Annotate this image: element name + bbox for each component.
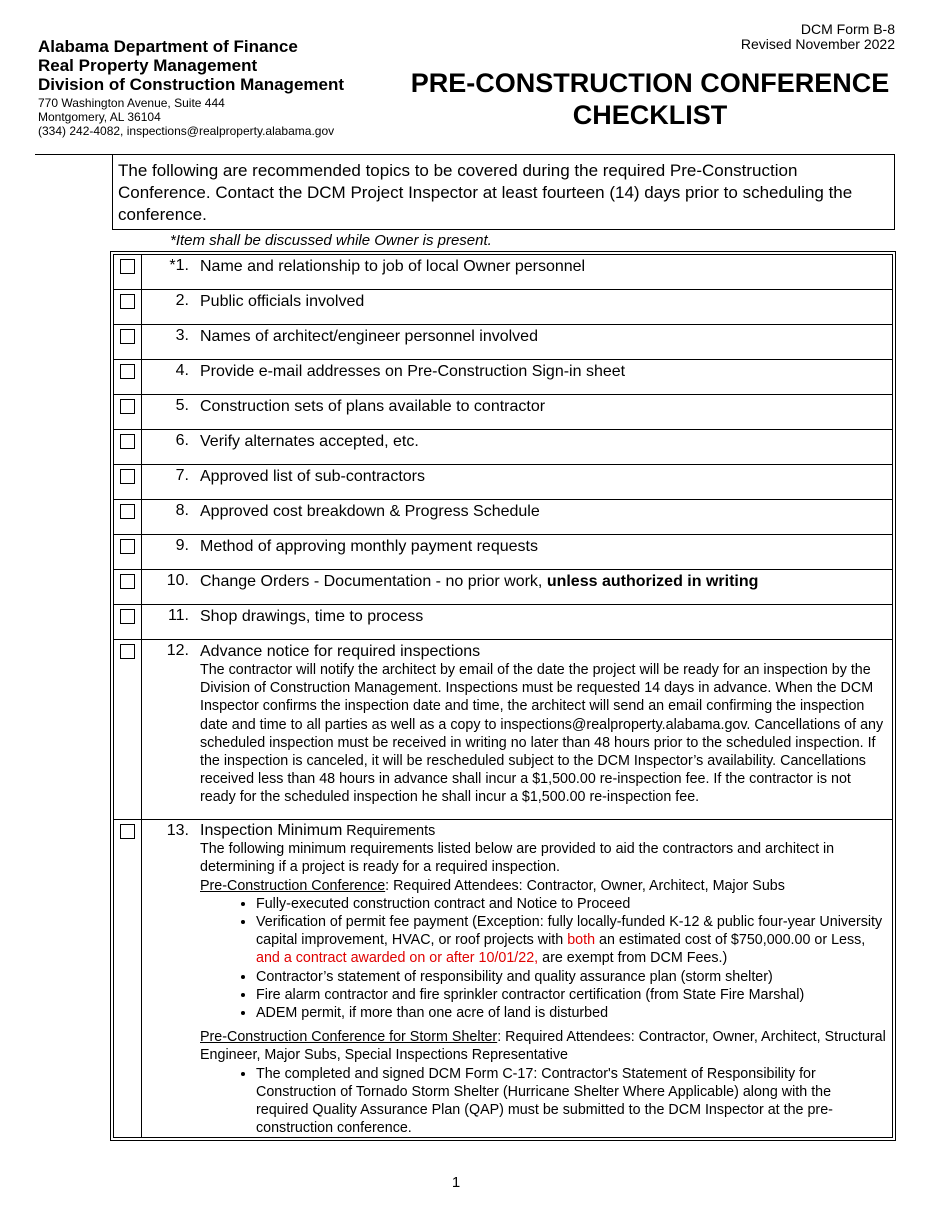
item-number: 2.	[175, 292, 189, 309]
section-1-bullets	[200, 895, 886, 1022]
checklist-row	[114, 570, 892, 605]
page-number: 1	[451, 1174, 461, 1191]
item-11-checkbox[interactable]	[120, 609, 135, 624]
page-title	[395, 67, 905, 131]
item-9-checkbox[interactable]	[120, 539, 135, 554]
item-text: Name and relationship to job of local Owner personnel	[200, 258, 586, 275]
item-12-checkbox[interactable]	[120, 644, 135, 659]
agency-name	[38, 37, 344, 94]
item-5-checkbox[interactable]	[120, 399, 135, 414]
item-3-checkbox[interactable]	[120, 329, 135, 344]
agency-line-1: Alabama Department of Finance	[38, 37, 298, 56]
section-2-attendees: : Required Attendees: Contractor, Owner, Architect, Structural Engineer, Major Subs, Special Inspections Representative	[200, 1029, 886, 1064]
item-1-checkbox[interactable]	[120, 259, 135, 274]
item-13-content	[200, 821, 886, 1137]
section-1-label: Pre-Construction Conference	[200, 877, 386, 894]
agency-line-3: Division of Construction Management	[38, 75, 345, 94]
item-number: 10.	[166, 572, 189, 589]
list-item: • Fully-executed construction contract and Notice to Proceed	[256, 895, 886, 913]
checklist-row-item-13	[114, 820, 892, 1139]
section-2-label: Pre-Construction Conference for Storm Shelter	[200, 1029, 498, 1046]
item-text: Public officials involved	[200, 293, 365, 310]
item-number: 3.	[175, 327, 189, 344]
item-text: Shop drawings, time to process	[200, 608, 424, 625]
checklist-row	[114, 395, 892, 430]
checklist-row	[114, 360, 892, 395]
checklist-row	[114, 535, 892, 570]
item-13-title-b: Requirements	[342, 823, 436, 839]
checklist-row	[114, 430, 892, 465]
item-text: Verify alternates accepted, etc.	[200, 433, 419, 450]
item-number: 9.	[175, 537, 189, 554]
checklist-row	[114, 605, 892, 640]
title-line-2: CHECKLIST	[572, 100, 728, 130]
item-number: 6.	[175, 432, 189, 449]
form-number: DCM Form B-8	[800, 21, 895, 37]
item-7-checkbox[interactable]	[120, 469, 135, 484]
item-number: 4.	[175, 362, 189, 379]
bullet-2-text-b: an estimated cost of $750,000.00 or Less,	[595, 932, 866, 949]
checklist-row-item-12	[114, 640, 892, 820]
bullet-2-text: Verification of permit fee payment (Exception: fully locally-funded K-12 & public four-year University capital improvement, HVAC, or roof projects with	[256, 914, 883, 949]
list-item: • ADEM permit, if more than one acre of land is disturbed	[256, 1004, 886, 1022]
item-number: 12.	[166, 642, 189, 659]
item-2-checkbox[interactable]	[120, 294, 135, 309]
item-10-text: Change Orders - Documentation - no prior work,	[200, 573, 547, 590]
item-text: Approved cost breakdown & Progress Schedule	[200, 503, 540, 520]
bullet-2-red-both: both	[567, 932, 596, 949]
item-13-body: The following minimum requirements listed below are provided to aid the contractors and architect in determining if a project is ready for a required inspection.	[200, 841, 835, 876]
intro-box: The following are recommended topics to be covered during the required Pre-Construction Conference. Contact the DCM Project Inspector at least fourteen (14) days prior to scheduling the conference.	[112, 154, 895, 230]
item-text: Construction sets of plans available to contractor	[200, 398, 546, 415]
address-line-1: 770 Washington Avenue, Suite 444	[38, 96, 225, 110]
item-8-checkbox[interactable]	[120, 504, 135, 519]
checklist-row	[114, 465, 892, 500]
section-pre-construction	[200, 877, 886, 895]
checklist-table	[110, 251, 896, 1141]
item-10-checkbox[interactable]	[120, 574, 135, 589]
agency-address	[38, 96, 334, 138]
owner-note: *Item shall be discussed while Owner is present.	[170, 232, 492, 249]
item-10-emphasis: unless authorized in writing	[546, 573, 759, 590]
title-line-1: PRE-CONSTRUCTION CONFERENCE	[410, 68, 890, 98]
item-text: Names of architect/engineer personnel involved	[200, 328, 538, 345]
item-number: 11.	[167, 607, 189, 624]
item-text: Approved list of sub-contractors	[200, 468, 425, 485]
item-number: 8.	[175, 502, 189, 519]
item-13-checkbox[interactable]	[120, 824, 135, 839]
address-line-2: Montgomery, AL 36104	[38, 110, 161, 124]
revised-date: Revised November 2022	[740, 36, 895, 52]
list-item: • The completed and signed DCM Form C-17: Contractor's Statement of Responsibility for Construction of Tornado Storm Shelter (Hurricane Shelter Where Applicable) along with the required Quality Assurance Plan (QAP) must be submitted to the DCM Inspector at the pre-construction conference.	[256, 1065, 886, 1138]
item-text: Method of approving monthly payment requests	[200, 538, 538, 555]
form-identifier	[741, 22, 895, 52]
bullet-2-text-c: are exempt from DCM Fees.)	[538, 950, 728, 967]
item-13-title	[200, 821, 886, 840]
checklist-row	[114, 290, 892, 325]
item-text	[200, 572, 886, 591]
contact-line: (334) 242-4082, inspections@realproperty.alabama.gov	[38, 124, 335, 138]
section-1-attendees: : Required Attendees: Contractor, Owner, Architect, Major Subs	[385, 877, 785, 894]
agency-line-2: Real Property Management	[38, 56, 258, 75]
item-number: *1.	[169, 257, 189, 274]
item-number: 5.	[175, 397, 189, 414]
section-2-bullets	[200, 1065, 886, 1138]
item-4-checkbox[interactable]	[120, 364, 135, 379]
bullet-2-red-date: and a contract awarded on or after 10/01/22,	[256, 950, 539, 967]
item-6-checkbox[interactable]	[120, 434, 135, 449]
checklist-row	[114, 325, 892, 360]
checklist-row	[114, 255, 892, 290]
item-number: 13.	[166, 822, 189, 839]
item-number: 7.	[175, 467, 189, 484]
item-12-content	[200, 642, 886, 807]
header-divider	[35, 154, 113, 155]
list-item: • Fire alarm contractor and fire sprinkler contractor certification (from State Fire Marshal)	[256, 986, 886, 1004]
item-13-title-a: Inspection Minimum	[200, 822, 343, 839]
item-12-body: The contractor will notify the architect by email of the date the project will be ready for an inspection by the Division of Construction Management. Inspections must be requested 14 days in advance. When the DCM Inspector confirms the inspection date and time, the architect will send an email confirming the inspection date and time to all parties as well as a copy to inspections@realproperty.alabama.gov. Cancellations of any scheduled inspection must be received in writing no later than 48 hours prior to the scheduled inspection. If the inspection is canceled, it will be rescheduled subject to the DCM Inspector’s availability. Cancellations received less than 48 hours in advance shall incur a $1,500.00 re-inspection fee. If the contractor is not ready for the scheduled inspection he shall incur a $1,500.00 re-inspection fee.	[200, 662, 884, 806]
item-12-title: Advance notice for required inspections	[200, 643, 481, 660]
list-item	[256, 913, 886, 968]
item-text: Provide e-mail addresses on Pre-Construction Sign-in sheet	[200, 363, 626, 380]
section-storm-shelter	[200, 1028, 886, 1064]
list-item: • Contractor’s statement of responsibility and quality assurance plan (storm shelter)	[256, 968, 886, 986]
checklist-row	[114, 500, 892, 535]
